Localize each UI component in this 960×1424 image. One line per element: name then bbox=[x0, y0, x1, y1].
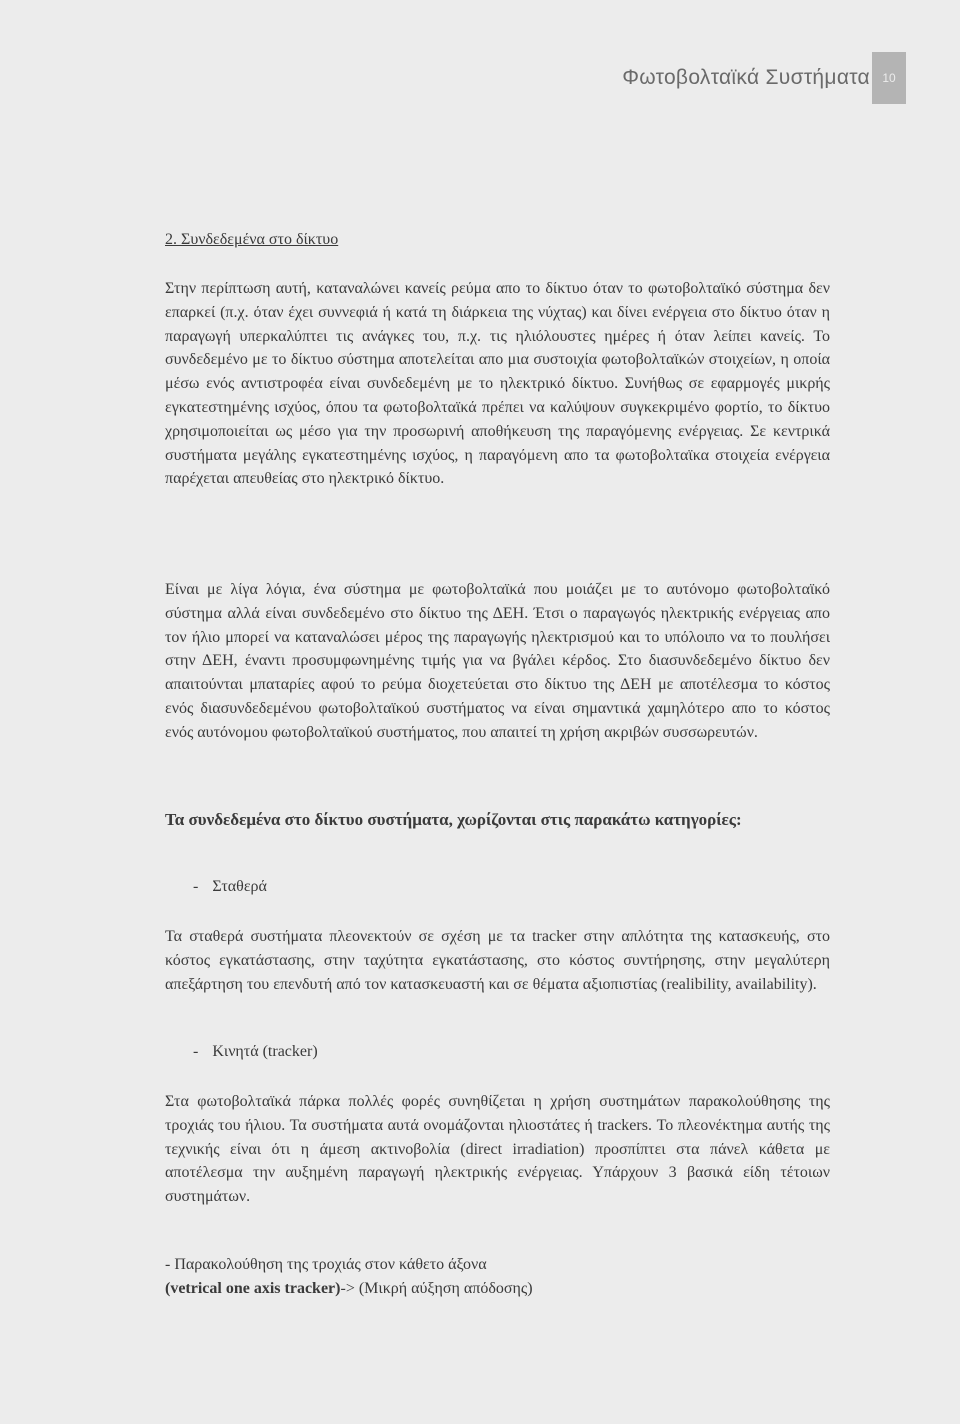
section-heading: 2. Συνδεδεμένα στο δίκτυο bbox=[165, 231, 339, 248]
paragraph-grid-connected: Στην περίπτωση αυτή, καταναλώνει κανείς ρεύμα απο το δίκτυο όταν το φωτοβολταϊκό σύστημα δεν επαρκεί (π.χ. όταν έχει συννεφιά ή κατά τη διάρκεια της νύχτας) και δίνει ενέργεια στο δίκτυο όταν η παραγωγή υπερκαλύπτει τις ανάγκες του, π.χ. τις ηλιόλουστες ημέρες ή όταν λείπει κανείς. Το συνδεδεμένο με το δίκτυο σύστημα αποτελείται απο μια συστοιχία φωτοβολταϊκών στοιχείων, η οποία μέσω ενός αντιστροφέα είναι συνδεδεμένη με το ηλεκτρικό δίκτυο. Συνήθως σε εφαρμογές μικρής εγκατεστημένης ισχύος, όπου τα φωτοβολταϊκά πρέπει να καλύψουν συγκεκριμένο φορτίο, το δίκτυο χρησιμοποιείται ως μέσο για την προσωρινή αποθήκευση της παραγόμενης ενέργειας. Σε κεντρικά συστήματα μεγάλης εγκατεστημένης ισχύος, η παραγόμενη απο τα φωτοβολταϊκα στοιχεία ενέργεια παρέχεται απευθείας στο ηλεκτρικό δίκτυο. bbox=[165, 280, 830, 488]
page-number-badge: 10 bbox=[872, 52, 906, 104]
bullet-fixed-label: Σταθερά bbox=[212, 878, 267, 895]
paragraph-mobile: Στα φωτοβολταϊκά πάρκα πολλές φορές συνηθίζεται η χρήση συστημάτων παρακολούθησης της τροχιάς του ήλιου. Τα συστήματα αυτά ονομάζονται ηλιοστάτες ή trackers. Το πλεονέκτημα αυτής της τεχνικής είναι ότι η άμεση ακτινοβολία (direct irradiation) προσπίπτει στα πάνελ κάθετα με αποτέλεσμα την αυξημένη παραγωγή ηλεκτρικής ενέργειας. Υπάρχουν 3 βασικά είδη τέτοιων συστημάτων. bbox=[165, 1093, 830, 1206]
bullet-fixed bbox=[193, 878, 267, 896]
tracker-type-bold: (vetrical one axis tracker) bbox=[165, 1280, 341, 1297]
bullet-dash: - bbox=[193, 878, 199, 895]
paragraph-grid-summary: Είναι με λίγα λόγια, ένα σύστημα με φωτοβολταϊκά που μοιάζει με το αυτόνομο φωτοβολταϊκό σύστημα αλλά είναι συνδεδεμένο στο δίκτυο της ΔΕΗ. Έτσι ο παραγωγός ηλεκτρικής ενέργειας απο τον ήλιο μπορεί να καταναλώσει μέρος της παραγωγής ηλεκτρισμού και το υπόλοιπο να το πουλήσει στην ΔΕΗ, έναντι προσυμφωνημένης τιμής για να βγάλει κέρδος. Στο διασυνδεδεμένο δίκτυο δεν απαιτούνται μπαταρίες αφού το ρεύμα διοχετεύεται στο δίκτυο της ΔΕΗ με αποτέλεσμα το κόστος ενός διασυνδεδεμένου φωτοβολταϊκού συστήματος να είναι σημαντικά χαμηλότερο απο το κόστος ενός αυτόνομου φωτοβολταϊκού συστήματος, που απαιτεί τη χρήση ακριβών συσσωρευτών. bbox=[165, 581, 830, 741]
categories-heading: Τα συνδεδεμένα στο δίκτυο συστήματα, χωρίζονται στις παρακάτω κατηγορίες: bbox=[165, 810, 742, 829]
bullet-dash: - bbox=[193, 1043, 199, 1060]
paragraph-fixed: Τα σταθερά συστήματα πλεονεκτούν σε σχέση με τα tracker στην απλότητα της κατασκευής, στο κόστος εγκατάστασης, στην ταχύτητα εγκατάστασης, στο κόστος συντήρησης, στην μεγαλύτερη απεξάρτηση του επενδυτή από τον κατασκευαστή και σε θέματα αξιοπιστίας (realibility, availability). bbox=[165, 928, 830, 993]
tracker-type-detail bbox=[165, 1278, 533, 1300]
bullet-mobile bbox=[193, 1043, 318, 1061]
tracker-type-line: - Παρακολούθηση της τροχιάς στον κάθετο άξονα bbox=[165, 1256, 487, 1273]
tracker-type-rest: -> (Μικρή αύξηση απόδοσης) bbox=[340, 1280, 533, 1297]
running-header-title: Φωτοβολταϊκά Συστήματα bbox=[622, 66, 870, 89]
bullet-mobile-label: Κινητά (tracker) bbox=[212, 1043, 318, 1060]
